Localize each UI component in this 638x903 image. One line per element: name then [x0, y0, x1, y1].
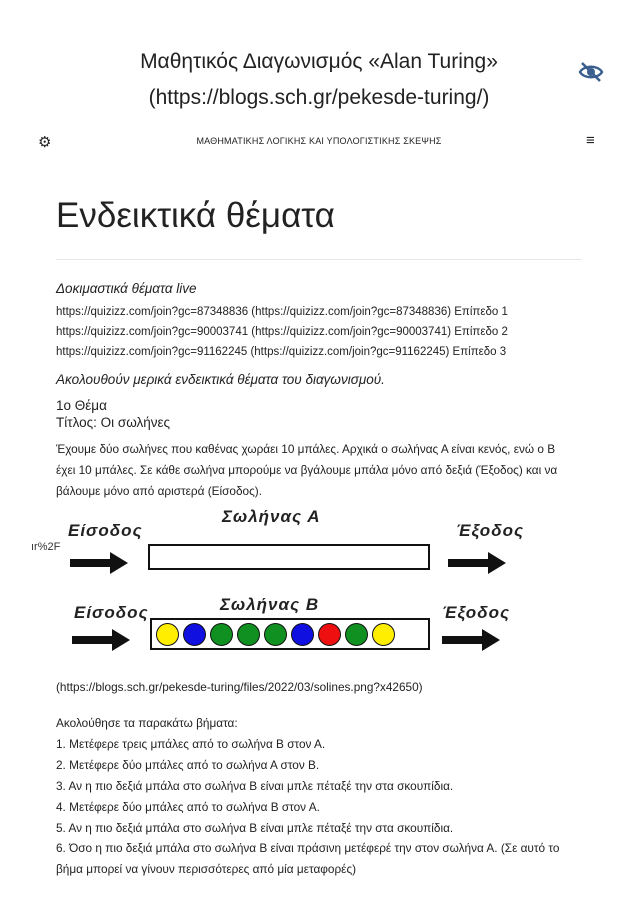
step-3: 3. Αν η πιο δεξιά μπάλα στο σωλήνα Β είναι μπλε πέταξέ την στα σκουπίδια.: [56, 779, 454, 793]
steps-heading: Ακολούθησε τα παρακάτω βήματα:: [56, 716, 238, 730]
ball-4: [237, 623, 260, 646]
quiz-link-3[interactable]: https://quizizz.com/join?gc=91162245 (https://quizizz.com/join?gc=91162245) Επίπεδο 3: [56, 346, 507, 358]
ball-3: [210, 623, 233, 646]
exit-label-b: Έξοδος: [442, 603, 510, 622]
quiz-link-2[interactable]: https://quizizz.com/join?gc=90003741 (https://quizizz.com/join?gc=90003741) Επίπεδο 2: [56, 326, 508, 338]
step-2: 2. Μετέφερε δύο μπάλες από το σωλήνα Α στον Β.: [56, 758, 320, 772]
site-title[interactable]: Μαθητικός Διαγωνισμός «Alan Turing»: [140, 50, 498, 73]
arrow-right-icon: [442, 629, 500, 651]
entry-label-b: Είσοδος: [74, 603, 149, 622]
tube-b-label: Σωλήνας Β: [220, 595, 320, 614]
step-4: 4. Μετέφερε δύο μπάλες από το σωλήνα Β στον Α.: [56, 800, 320, 814]
quiz-link-1[interactable]: https://quizizz.com/join?gc=87348836 (https://quizizz.com/join?gc=87348836) Επίπεδο 1: [56, 306, 508, 318]
arrow-right-icon: [72, 629, 130, 651]
ball-5: [264, 623, 287, 646]
tube-a-label: Σωλήνας Α: [222, 507, 321, 526]
step-1: 1. Μετέφερε τρεις μπάλες από το σωλήνα Β στον Α.: [56, 737, 326, 751]
step-6: 6. Όσο η πιο δεξιά μπάλα στο σωλήνα Β είναι πράσινη μετέφερέ την στον σωλήνα Α. (Σε αυτό το βήμα μπορεί να γίνουν περισσότερες από μία μεταφορές): [56, 841, 560, 876]
hamburger-menu-icon[interactable]: ≡: [586, 132, 595, 149]
exit-label-a: Έξοδος: [456, 521, 524, 540]
step-5: 5. Αν η πιο δεξιά μπάλα στο σωλήνα Β είναι μπλε πέταξέ την στα σκουπίδια.: [56, 821, 454, 835]
eye-slash-icon[interactable]: [578, 60, 604, 84]
top-navigation: [0, 130, 638, 156]
page-title: Ενδεικτικά θέματα: [56, 196, 335, 235]
ball-6: [291, 623, 314, 646]
title-divider: [56, 259, 582, 260]
tube-b: [150, 618, 430, 650]
image-link[interactable]: (https://blogs.sch.gr/pekesde-turing/files/2022/03/solines.png?x42650): [56, 680, 423, 694]
ball-7: [318, 623, 341, 646]
ball-9: [372, 623, 395, 646]
gear-icon[interactable]: ⚙: [38, 134, 52, 151]
entry-label-a: Είσοδος: [68, 521, 143, 540]
topic-number: 1ο Θέμα: [56, 398, 107, 413]
live-heading: Δοκιμαστικά θέματα live: [56, 281, 197, 296]
ball-8: [345, 623, 368, 646]
follow-heading: Ακολουθούν μερικά ενδεικτικά θέματα του διαγωνισμού.: [56, 372, 385, 387]
side-fragment: ır%2F: [31, 541, 61, 553]
ball-1: [156, 623, 179, 646]
site-url[interactable]: (https://blogs.sch.gr/pekesde-turing/): [148, 86, 490, 109]
tube-a: [148, 544, 430, 570]
arrow-right-icon: [448, 552, 506, 574]
tubes-diagram: [66, 505, 526, 665]
topic-title: Τίτλος: Οι σωλήνες: [56, 415, 171, 430]
intro-paragraph: Έχουμε δύο σωλήνες που καθένας χωράει 10 μπάλες. Αρχικά ο σωλήνας Α είναι κενός, ενώ ο Β έχει 10 μπάλες. Σε κάθε σωλήνα μπορούμε να βγάλουμε μπάλα μόνο από δεξιά (Έξοδος) και να βάλουμε μόνο από αριστερά (Είσοδος).: [56, 442, 558, 498]
nav-tagline[interactable]: ΜΑΘΗΜΑΤΙΚΗΣ ΛΟΓΙΚΗΣ ΚΑΙ ΥΠΟΛΟΓΙΣΤΙΚΗΣ ΣΚΕΨΗΣ: [196, 136, 442, 146]
arrow-right-icon: [70, 552, 128, 574]
ball-2: [183, 623, 206, 646]
